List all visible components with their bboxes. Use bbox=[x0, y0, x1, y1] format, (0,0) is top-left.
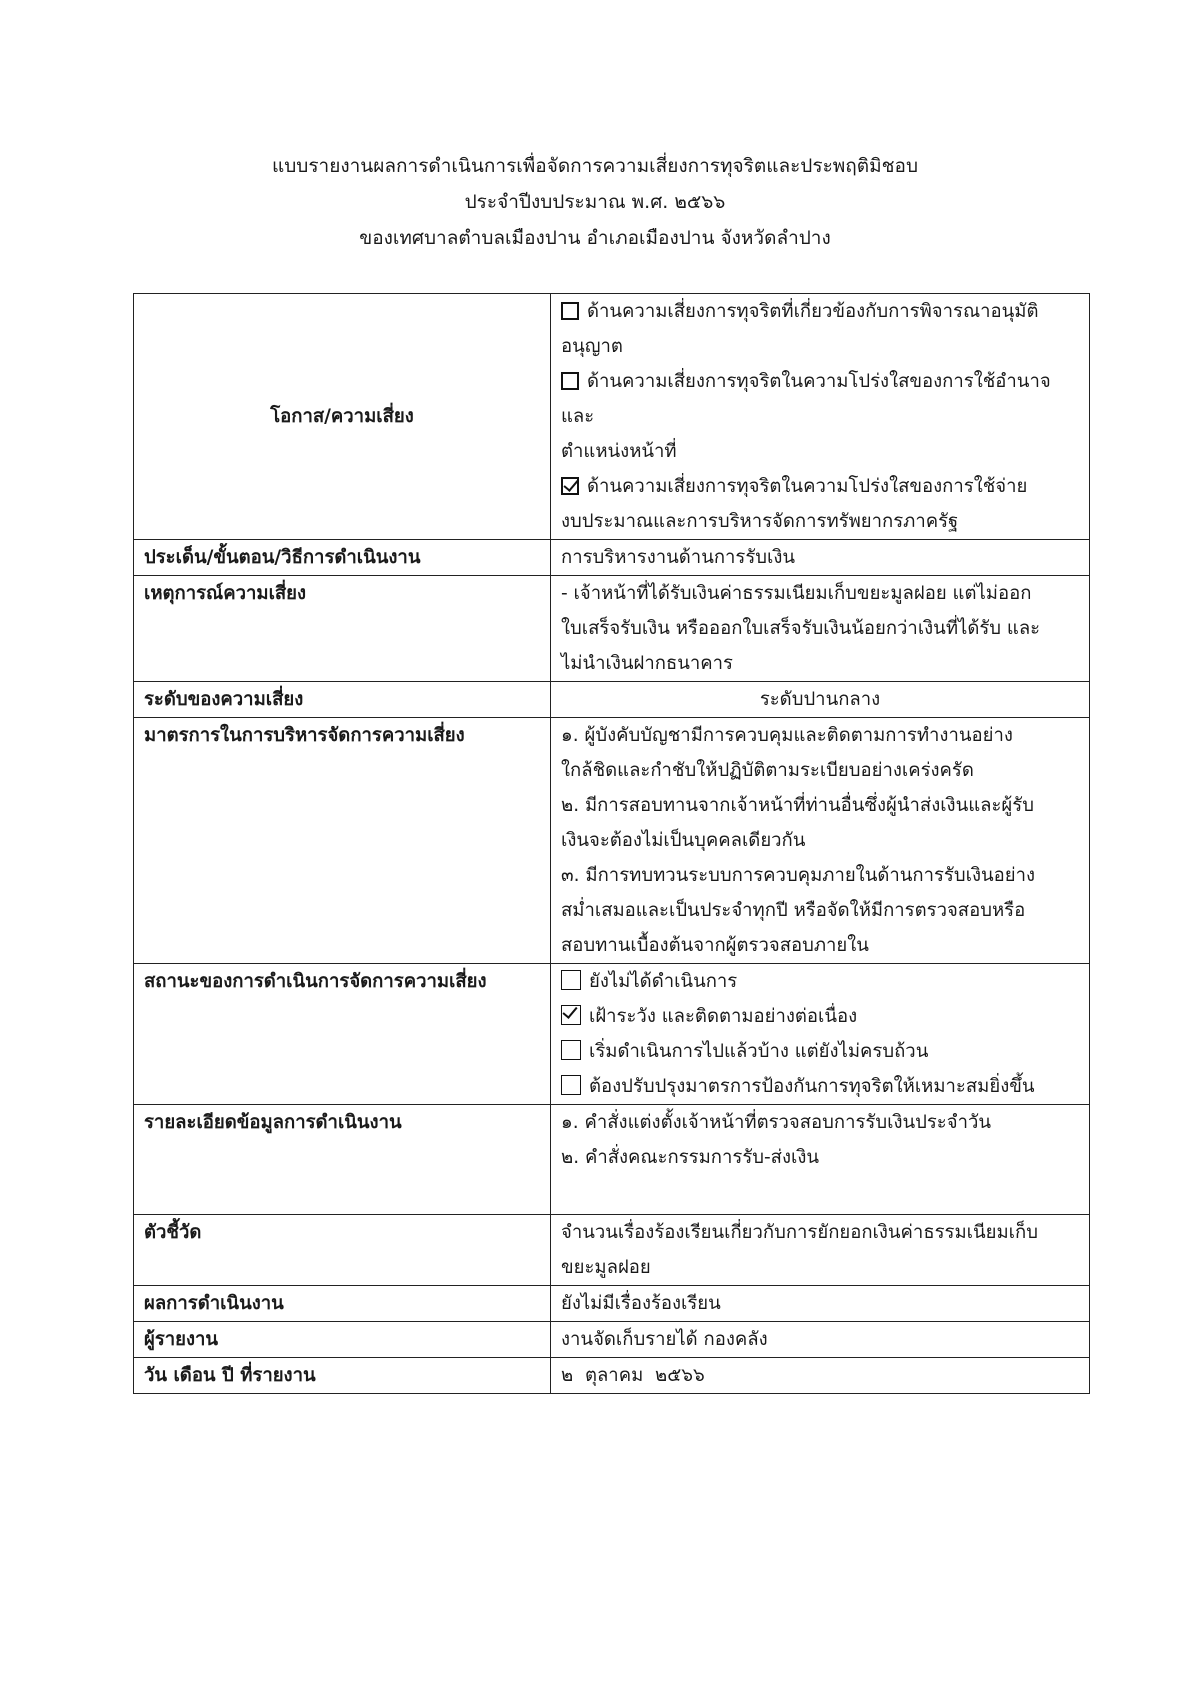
status-label: สถานะของการดำเนินการจัดการความเสี่ยง bbox=[134, 964, 551, 1105]
row-result bbox=[134, 1286, 1090, 1322]
row-issue bbox=[134, 540, 1090, 576]
level-value: ระดับปานกลาง bbox=[551, 682, 1090, 718]
row-status bbox=[134, 964, 1090, 1105]
indicator-label: ตัวชี้วัด bbox=[134, 1215, 551, 1286]
row-level bbox=[134, 682, 1090, 718]
row-date bbox=[134, 1358, 1090, 1394]
opportunity-options bbox=[551, 294, 1090, 540]
status-options bbox=[551, 964, 1090, 1105]
opportunity-label: โอกาส/ความเสี่ยง bbox=[134, 294, 551, 540]
issue-value: การบริหารงานด้านการรับเงิน bbox=[551, 540, 1090, 576]
checkbox-unchecked-icon bbox=[561, 1040, 581, 1060]
row-details bbox=[134, 1105, 1090, 1215]
fiscal-year: ประจำปีงบประมาณ พ.ศ. ๒๕๖๖ bbox=[464, 191, 726, 213]
checkbox-unchecked-icon bbox=[561, 970, 581, 990]
reporter-value: งานจัดเก็บรายได้ กองคลัง bbox=[551, 1322, 1090, 1358]
report-table bbox=[133, 293, 1090, 1394]
checkbox-unchecked-icon bbox=[561, 1075, 581, 1095]
row-event bbox=[134, 576, 1090, 682]
report-title: แบบรายงานผลการดำเนินการเพื่อจัดการความเสี่ยงการทุจริตและประพฤติมิชอบ bbox=[271, 155, 919, 177]
opportunity-option: ด้านความเสี่ยงการทุจริตในความโปร่งใสของการใช้อำนาจและ ตำแหน่งหน้าที่ bbox=[561, 371, 1051, 462]
event-value: - เจ้าหน้าที่ได้รับเงินค่าธรรมเนียมเก็บขยะมูลฝอย แต่ไม่ออก ใบเสร็จรับเงิน หรือออกใบเสร็จรับเงินน้อยกว่าเงินที่ได้รับ และ ไม่นำเงินฝากธนาคาร bbox=[551, 576, 1090, 682]
measures-label: มาตรการในการบริหารจัดการความเสี่ยง bbox=[134, 718, 551, 964]
checkbox-checked-icon bbox=[561, 1005, 581, 1025]
event-label: เหตุการณ์ความเสี่ยง bbox=[134, 576, 551, 682]
organization: ของเทศบาลตำบลเมืองปาน อำเภอเมืองปาน จังหวัดลำปาง bbox=[359, 227, 831, 249]
opportunity-option: ด้านความเสี่ยงการทุจริตที่เกี่ยวข้องกับการพิจารณาอนุมัติ อนุญาต bbox=[561, 301, 1039, 357]
status-option: ยังไม่ได้ดำเนินการ bbox=[561, 964, 1079, 999]
date-value: ๒ ตุลาคม ๒๕๖๖ bbox=[551, 1358, 1090, 1394]
details-value: ๑. คำสั่งแต่งตั้งเจ้าหน้าที่ตรวจสอบการรับเงินประจำวัน ๒. คำสั่งคณะกรรมการรับ-ส่งเงิน bbox=[551, 1105, 1090, 1215]
measures-value: ๑. ผู้บังคับบัญชามีการควบคุมและติดตามการทำงานอย่าง ใกล้ชิดและกำชับให้ปฏิบัติตามระเบียบอย่างเคร่งครัด ๒. มีการสอบทานจากเจ้าหน้าที่ท่านอื่นซึ่งผู้นำส่งเงินและผู้รับ เงินจะต้องไม่เป็นบุคคลเดียวกัน ๓. มีการทบทวนระบบการควบคุมภายในด้านการรับเงินอย่าง สม่ำเสมอและเป็นประจำทุกปี หรือจัดให้มีการตรวจสอบหรือ สอบทานเบื้องต้นจากผู้ตรวจสอบภายใน bbox=[551, 718, 1090, 964]
status-option: เริ่มดำเนินการไปแล้วบ้าง แต่ยังไม่ครบถ้วน bbox=[561, 1034, 1079, 1069]
row-measures bbox=[134, 718, 1090, 964]
reporter-label: ผู้รายงาน bbox=[134, 1322, 551, 1358]
result-value: ยังไม่มีเรื่องร้องเรียน bbox=[551, 1286, 1090, 1322]
opportunity-option: ด้านความเสี่ยงการทุจริตในความโปร่งใสของการใช้จ่าย งบประมาณและการบริหารจัดการทรัพยากรภาครัฐ bbox=[561, 476, 1028, 532]
report-header bbox=[0, 148, 1190, 256]
status-option: เฝ้าระวัง และติดตามอย่างต่อเนื่อง bbox=[561, 999, 1079, 1034]
row-opportunity bbox=[134, 294, 1090, 540]
status-option: ต้องปรับปรุงมาตรการป้องกันการทุจริตให้เหมาะสมยิ่งขึ้น bbox=[561, 1069, 1079, 1104]
result-label: ผลการดำเนินงาน bbox=[134, 1286, 551, 1322]
row-reporter bbox=[134, 1322, 1090, 1358]
checkbox-unchecked-icon bbox=[561, 302, 579, 320]
details-label: รายละเอียดข้อมูลการดำเนินงาน bbox=[134, 1105, 551, 1215]
row-indicator bbox=[134, 1215, 1090, 1286]
checkbox-checked-icon bbox=[561, 477, 579, 495]
checkbox-unchecked-icon bbox=[561, 372, 579, 390]
indicator-value: จำนวนเรื่องร้องเรียนเกี่ยวกับการยักยอกเงินค่าธรรมเนียมเก็บ ขยะมูลฝอย bbox=[551, 1215, 1090, 1286]
level-label: ระดับของความเสี่ยง bbox=[134, 682, 551, 718]
date-label: วัน เดือน ปี ที่รายงาน bbox=[134, 1358, 551, 1394]
issue-label: ประเด็น/ขั้นตอน/วิธีการดำเนินงาน bbox=[134, 540, 551, 576]
